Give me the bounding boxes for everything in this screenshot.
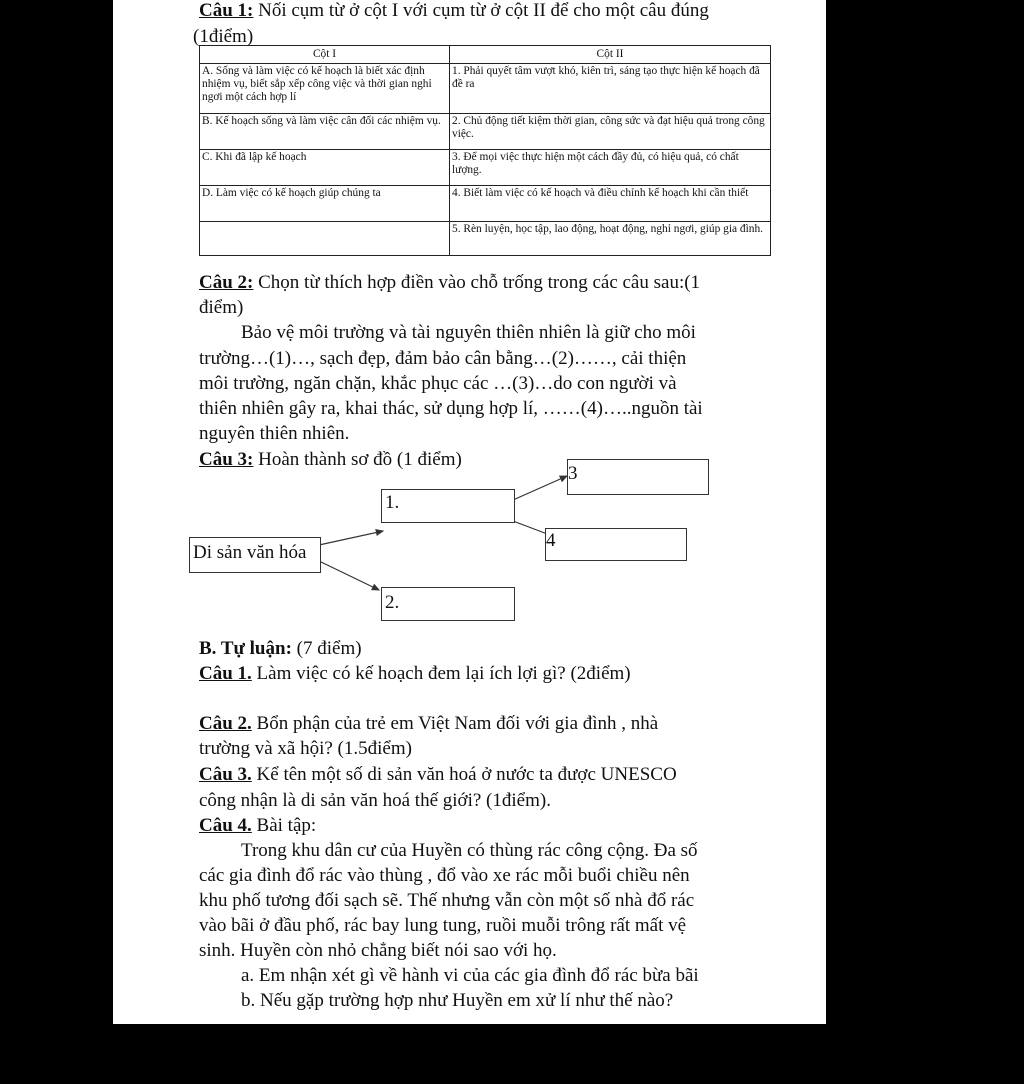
q3-label: Câu 3: bbox=[199, 449, 254, 470]
diagram-box-2 bbox=[381, 587, 515, 621]
b-q4-label: Câu 4. bbox=[199, 815, 252, 836]
q3-text: Hoàn thành sơ đồ (1 điểm) bbox=[258, 449, 462, 470]
table-cell: 1. Phải quyết tâm vượt khó, kiên trì, sáng tạo thực hiện kế hoạch đã đề ra bbox=[450, 64, 771, 114]
b-q4-item-b: b. Nếu gặp trường hợp như Huyền em xử lí như thế nào? bbox=[241, 990, 674, 1011]
table-cell: C. Khi đã lập kế hoạch bbox=[200, 150, 450, 186]
b-q4-text: Bài tập: bbox=[256, 815, 317, 836]
table-cell: 4. Biết làm việc có kế hoạch và điều chỉnh kế hoạch khi cần thiết bbox=[450, 186, 771, 222]
q2-paragraph-line: nguyên thiên nhiên. bbox=[199, 423, 350, 444]
b-q3-text: Kể tên một số di sản văn hoá ở nước ta được UNESCO bbox=[256, 764, 677, 785]
q2-label: Câu 2: bbox=[199, 272, 254, 293]
table-cell: 5. Rèn luyện, học tập, lao động, hoạt động, nghỉ ngơi, giúp gia đình. bbox=[450, 222, 771, 256]
b-q4-paragraph-line: Trong khu dân cư của Huyền có thùng rác công cộng. Đa số bbox=[241, 840, 698, 861]
table-cell: 3. Để mọi việc thực hiện một cách đầy đủ, có hiệu quả, có chất lượng. bbox=[450, 150, 771, 186]
b-q4 bbox=[199, 813, 316, 838]
column-header: Cột I bbox=[200, 46, 450, 64]
b-q2-line2: trường và xã hội? (1.5điểm) bbox=[199, 738, 412, 759]
b-q1-label: Câu 1. bbox=[199, 663, 252, 684]
b-q4-paragraph-line: khu phố tương đối sạch sẽ. Thế nhưng vẫn còn một số nhà đổ rác bbox=[199, 890, 695, 911]
b-q3-line2: công nhận là di sản văn hoá thế giới? (1điểm). bbox=[199, 790, 551, 811]
b-q2-label: Câu 2. bbox=[199, 713, 252, 734]
q2-text: Chọn từ thích hợp điền vào chỗ trống trong các câu sau:(1 bbox=[258, 272, 701, 293]
table-cell: 2. Chủ động tiết kiệm thời gian, công sức và đạt hiệu quả trong công việc. bbox=[450, 114, 771, 150]
b-q4-item-a: a. Em nhận xét gì về hành vi của các gia đình đổ rác bừa bãi bbox=[241, 965, 699, 986]
diagram-root-label: Di sản văn hóa bbox=[193, 542, 307, 563]
diagram-box-1 bbox=[381, 489, 515, 523]
section-b-title: B. Tự luận: bbox=[199, 638, 292, 659]
q1-points: (1điểm) bbox=[193, 26, 254, 47]
b-q1-text: Làm việc có kế hoạch đem lại ích lợi gì? (2điểm) bbox=[256, 663, 631, 684]
q2-paragraph-line: Bảo vệ môi trường và tài nguyên thiên nhiên là giữ cho môi bbox=[241, 322, 696, 343]
diagram-root-box bbox=[189, 537, 321, 573]
table-cell: A. Sống và làm việc có kế hoạch là biết xác định nhiệm vụ, biết sắp xếp công việc và thời gian nghỉ ngơi một cách hợp lí bbox=[200, 64, 450, 114]
diagram-box-3 bbox=[567, 459, 709, 495]
q2-paragraph-line: môi trường, ngăn chặn, khắc phục các …(3)…do con người và bbox=[199, 373, 677, 394]
arrow-to-box-2 bbox=[319, 561, 379, 590]
diagram-box-1-label: 1. bbox=[385, 492, 400, 513]
document-page bbox=[113, 0, 826, 1024]
section-b-points: (7 điểm) bbox=[296, 638, 362, 659]
b-q3-label: Câu 3. bbox=[199, 764, 252, 785]
column-header: Cột II bbox=[450, 46, 771, 64]
b-q3 bbox=[199, 762, 677, 787]
arrow-to-box-3 bbox=[513, 476, 567, 500]
table-cell: D. Làm việc có kế hoạch giúp chúng ta bbox=[200, 186, 450, 222]
arrow-to-box-1 bbox=[319, 531, 383, 545]
diagram-box-4 bbox=[545, 528, 687, 561]
q1-label: Câu 1: bbox=[199, 0, 254, 21]
q2-points: điểm) bbox=[199, 297, 244, 318]
diagram-box-3-label: 3 bbox=[568, 463, 578, 484]
section-b-heading bbox=[199, 636, 362, 661]
b-q1 bbox=[199, 661, 631, 686]
table-cell: B. Kế hoạch sống và làm việc cân đối các nhiệm vụ. bbox=[200, 114, 450, 150]
diagram-box-2-label: 2. bbox=[385, 592, 400, 613]
b-q4-paragraph-line: vào bãi ở đầu phố, rác bay lung tung, ruồi muỗi trông rất mất vệ bbox=[199, 915, 687, 936]
q2-paragraph-line: trường…(1)…, sạch đẹp, đảm bảo cân bằng…(2)……, cải thiện bbox=[199, 348, 687, 369]
q1-text: Nối cụm từ ở cột I với cụm từ ở cột II để cho một câu đúng bbox=[258, 0, 709, 21]
b-q2-text: Bổn phận của trẻ em Việt Nam đối với gia đình , nhà bbox=[256, 713, 659, 734]
b-q4-paragraph-line: sinh. Huyền còn nhỏ chẳng biết nói sao với họ. bbox=[199, 940, 557, 961]
b-q2 bbox=[199, 711, 658, 736]
q2-paragraph-line: thiên nhiên gây ra, khai thác, sử dụng hợp lí, ……(4)…..nguồn tài bbox=[199, 398, 703, 419]
b-q4-paragraph-line: các gia đình đổ rác vào thùng , đổ vào xe rác mỗi buổi chiều nên bbox=[199, 865, 690, 886]
diagram-box-4-label: 4 bbox=[546, 530, 556, 551]
